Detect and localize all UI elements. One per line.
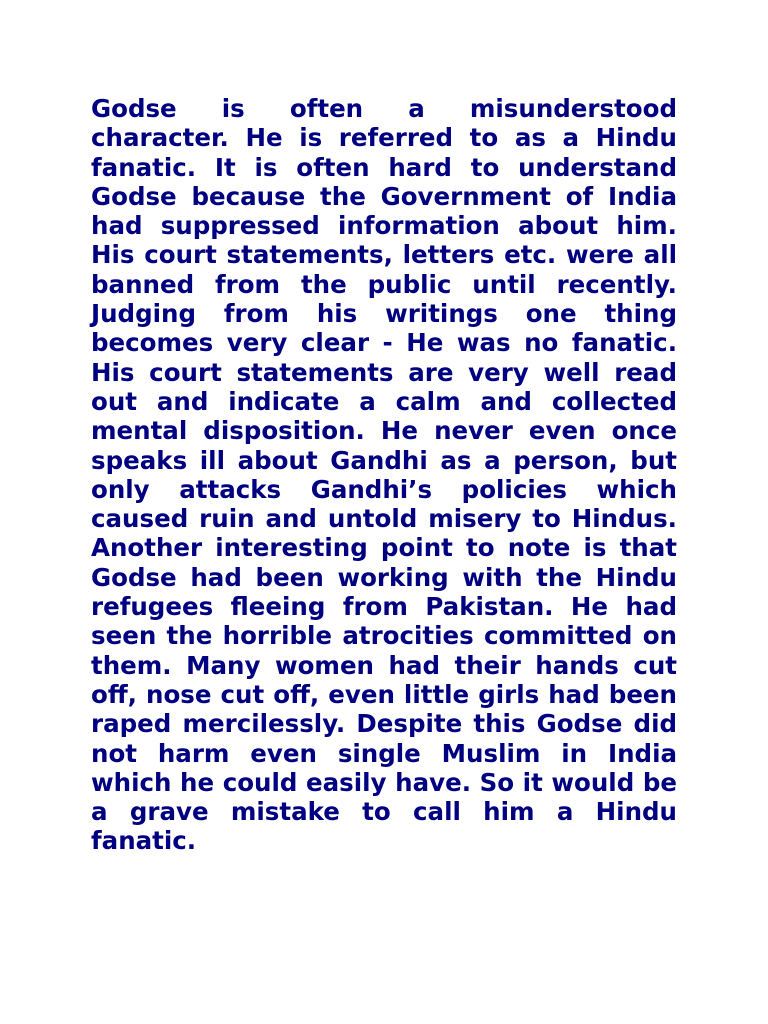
body-paragraph: Godse is often a misunderstood character. He is referred to as a Hindu fanatic. It is often hard to understand Godse because the Government of India had suppressed information about him. His court statements, letters etc. were all banned from the public until recently. Judging from his writings one thing becomes very clear - He was no fanatic. His court statements are very well read out and indicate a calm and collected mental disposition. He never even once speaks ill about Gandhi as a person, but only attacks Gandhi’s policies which caused ruin and untold misery to Hindus. Another interesting point to note is that Godse had been working with the Hindu refugees fleeing from Pakistan. He had seen the horrible atrocities committed on them. Many women had their hands cut off, nose cut off, even little girls had been raped mercilessly. Despite this Godse did not harm even single Muslim in India which he could easily have. So it would be a grave mistake to call him a Hindu fanatic.: [91, 94, 677, 856]
